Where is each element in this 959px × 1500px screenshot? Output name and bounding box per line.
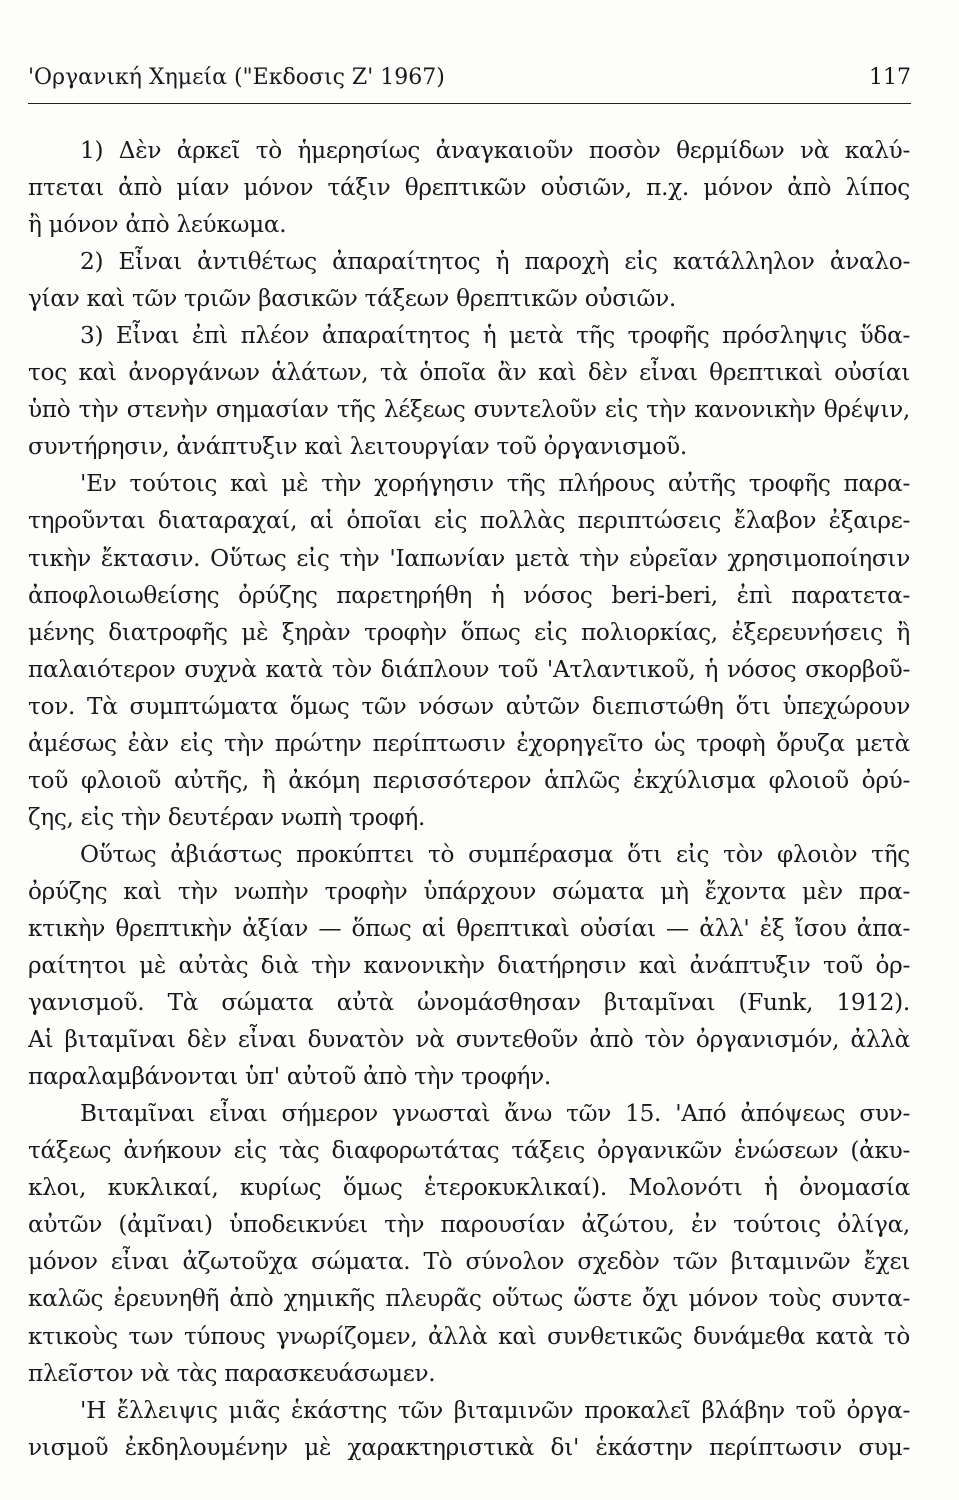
- text-line: κτικοὺς των τύπους γνωρίζομεν, ἀλλὰ καὶ συνθετικῶς δυνάμεθα κατὰ τὸ: [28, 1322, 910, 1350]
- text-line: ἢ μόνον ἀπὸ λεύκωμα.: [28, 211, 287, 239]
- page-number: 117: [869, 65, 911, 90]
- text-line: ἀμέσως ἐὰν εἰς τὴν πρώτην περίπτωσιν ἐχορηγεῖτο ὡς τροφὴ ὄρυζα μετὰ: [28, 729, 910, 757]
- text-line: τοῦ φλοιοῦ αὐτῆς, ἢ ἀκόμη περισσότερον ἁπλῶς ἐκχύλισμα φλοιοῦ ὀρύ-: [28, 766, 910, 794]
- text-line: τηροῦνται διαταραχαί, αἱ ὁποῖαι εἰς πολλὰς περιπτώσεις ἔλαβον ἐξαιρε-: [28, 507, 910, 535]
- text-line: ἀποφλοιωθείσης ὀρύζης παρετηρήθη ἡ νόσος beri-beri, ἐπὶ παρατετα-: [28, 581, 910, 609]
- header-rule: [28, 103, 911, 104]
- text-line: 3) Εἶναι ἐπὶ πλέον ἀπαραίτητος ἡ μετὰ τῆς τροφῆς πρόσληψις ὕδα-: [80, 322, 910, 350]
- text-line: γανισμοῦ. Τὰ σώματα αὐτὰ ὠνομάσθησαν βιταμῖναι (Funk, 1912).: [28, 989, 910, 1017]
- text-line: κλοι, κυκλικαί, κυρίως ὅμως ἑτεροκυκλικαί). Μολονότι ἡ ὀνομασία: [28, 1174, 910, 1202]
- text-line: ὀρύζης καὶ τὴν νωπὴν τροφὴν ὑπάρχουν σώματα μὴ ἔχοντα μὲν πρα-: [28, 877, 910, 905]
- text-line: παραλαμβάνονται ὑπ' αὐτοῦ ἀπὸ τὴν τροφήν.: [28, 1063, 551, 1091]
- running-head-title: 'Οργανική Χημεία ("Εκδοσις Ζ' 1967): [28, 65, 445, 90]
- text-line: ὑπὸ τὴν στενὴν σημασίαν τῆς λέξεως συντελοῦν εἰς τὴν κανονικὴν θρέψιν,: [28, 396, 910, 424]
- text-line: αὐτῶν (ἀμῖναι) ὑποδεικνύει τὴν παρουσίαν ἀζώτου, ἐν τούτοις ὀλίγα,: [28, 1211, 910, 1239]
- running-head: [28, 58, 911, 98]
- text-line: 'Η ἔλλειψις μιᾶς ἑκάστης τῶν βιταμινῶν προκαλεῖ βλάβην τοῦ ὀργα-: [80, 1396, 910, 1424]
- text-line: τος καὶ ἀνοργάνων ἁλάτων, τὰ ὁποῖα ἂν καὶ δὲν εἶναι θρεπτικαὶ οὐσίαι: [28, 359, 910, 387]
- text-line: γίαν καὶ τῶν τριῶν βασικῶν τάξεων θρεπτικῶν οὐσιῶν.: [28, 285, 676, 313]
- text-line: νισμοῦ ἐκδηλουμένην μὲ χαρακτηριστικὰ δι' ἑκάστην περίπτωσιν συμ-: [28, 1433, 910, 1461]
- text-line: συντήρησιν, ἀνάπτυξιν καὶ λειτουργίαν τοῦ ὀργανισμοῦ.: [28, 433, 687, 461]
- text-line: παλαιότερον συχνὰ κατὰ τὸν διάπλουν τοῦ 'Ατλαντικοῦ, ἡ νόσος σκορβοῦ-: [28, 655, 910, 683]
- text-line: Αἱ βιταμῖναι δὲν εἶναι δυνατὸν νὰ συντεθοῦν ἀπὸ τὸν ὀργανισμόν, ἀλλὰ: [28, 1026, 910, 1054]
- body-text: [28, 132, 910, 1466]
- text-line: τάξεως ἀνήκουν εἰς τὰς διαφορωτάτας τάξεις ὀργανικῶν ἑνώσεων (ἀκυ-: [28, 1137, 910, 1165]
- text-line: 'Εν τούτοις καὶ μὲ τὴν χορήγησιν τῆς πλήρους αὐτῆς τροφῆς παρα-: [80, 470, 910, 498]
- text-line: Βιταμῖναι εἶναι σήμερον γνωσταὶ ἄνω τῶν 15. 'Από ἀπόψεως συν-: [80, 1100, 910, 1128]
- text-line: κτικὴν θρεπτικὴν ἀξίαν — ὅπως αἱ θρεπτικαὶ οὐσίαι — ἀλλ' ἐξ ἴσου ἀπα-: [28, 914, 910, 942]
- text-line: Οὕτως ἀβιάστως προκύπτει τὸ συμπέρασμα ὅτι εἰς τὸν φλοιὸν τῆς: [80, 840, 910, 868]
- text-line: πλεῖστον νὰ τὰς παρασκευάσωμεν.: [28, 1359, 436, 1387]
- text-line: πτεται ἀπὸ μίαν μόνον τάξιν θρεπτικῶν οὐσιῶν, π.χ. μόνον ἀπὸ λίπος: [28, 174, 910, 202]
- text-line: ραίτητοι μὲ αὐτὰς διὰ τὴν κανονικὴν διατήρησιν καὶ ἀνάπτυξιν τοῦ ὀρ-: [28, 952, 910, 980]
- text-line: τικὴν ἔκτασιν. Οὕτως εἰς τὴν 'Ιαπωνίαν μετὰ τὴν εὐρεῖαν χρησιμοποίησιν: [28, 544, 910, 572]
- text-line: 2) Εἶναι ἀντιθέτως ἀπαραίτητος ἡ παροχὴ εἰς κατάλληλον ἀναλο-: [80, 248, 910, 276]
- text-line: 1) Δὲν ἀρκεῖ τὸ ἡμερησίως ἀναγκαιοῦν ποσὸν θερμίδων νὰ καλύ-: [80, 137, 910, 164]
- text-line: καλῶς ἐρευνηθῆ ἀπὸ χημικῆς πλευρᾶς οὕτως ὥστε ὄχι μόνον τοὺς συντα-: [28, 1285, 910, 1313]
- text-line: μένης διατροφῆς μὲ ξηρὰν τροφὴν ὅπως εἰς πολιορκίας, ἐξερευνήσεις ἢ: [28, 618, 910, 646]
- text-line: μόνον εἶναι ἀζωτοῦχα σώματα. Τὸ σύνολον σχεδὸν τῶν βιταμινῶν ἔχει: [28, 1248, 910, 1276]
- text-line: ζης, εἰς τὴν δευτέραν νωπὴ τροφή.: [28, 803, 426, 831]
- text-line: τον. Τὰ συμπτώματα ὅμως τῶν νόσων αὐτῶν διεπιστώθη ὅτι ὑπεχώρουν: [28, 692, 910, 720]
